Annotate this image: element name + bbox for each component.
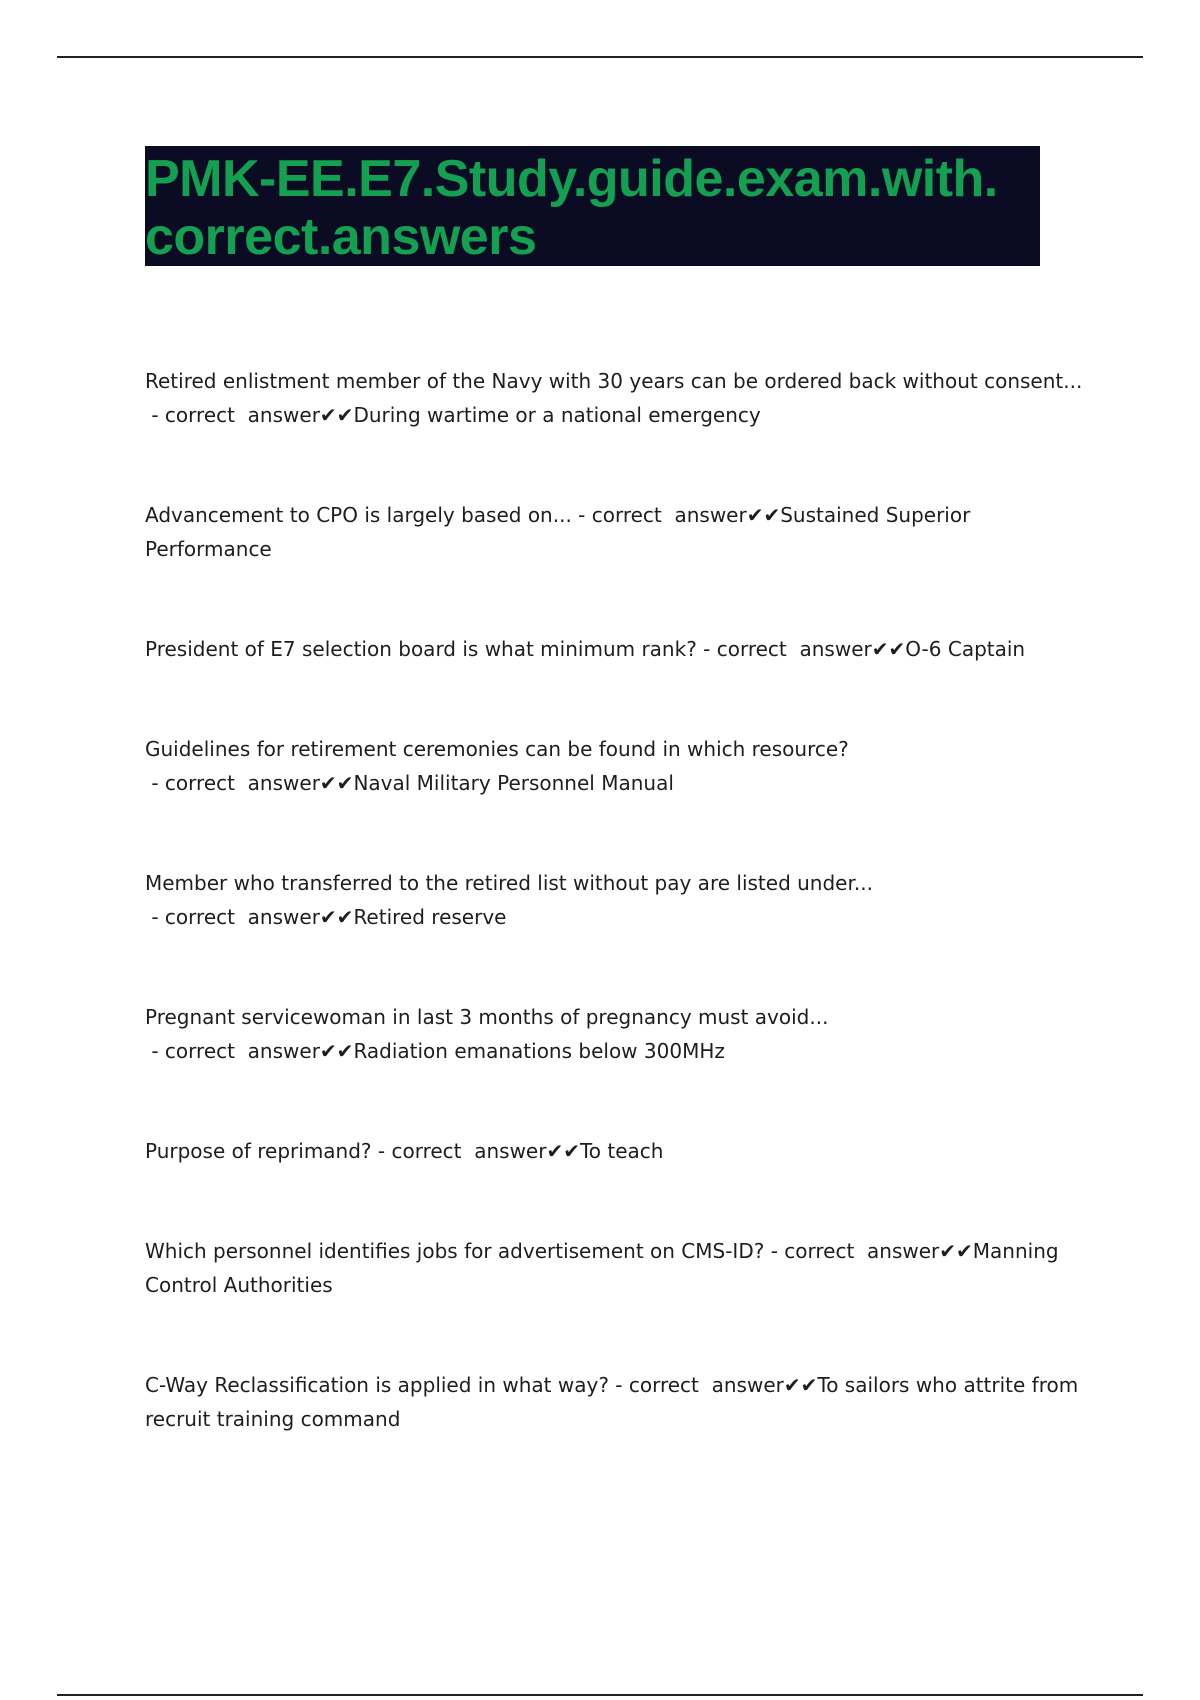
qa-item [145, 1000, 1085, 1068]
question-text: President of E7 selection board is what minimum rank? [145, 637, 697, 661]
answer-separator: - correct answer✔✔ [764, 1239, 973, 1263]
qa-item [145, 1134, 1085, 1168]
answer-separator: - correct answer✔✔ [145, 403, 354, 427]
document-title: PMK-EE.E7.Study.guide.exam.with. correct.answers [145, 150, 998, 266]
answer-separator: - correct answer✔✔ [571, 503, 781, 527]
bottom-rule [57, 1694, 1143, 1696]
question-text: Pregnant servicewoman in last 3 months of pregnancy must avoid... [145, 1005, 829, 1029]
qa-item [145, 732, 1085, 800]
title-banner [145, 146, 1040, 266]
qa-item [145, 1368, 1085, 1436]
qa-item [145, 632, 1085, 666]
answer-text: To teach [579, 1139, 664, 1163]
answer-separator: - correct answer✔✔ [371, 1139, 580, 1163]
question-text: Guidelines for retirement ceremonies can be found in which resource? [145, 737, 849, 761]
question-text: Retired enlistment member of the Navy with 30 years can be ordered back without consent... [145, 369, 1083, 393]
answer-text: Sustained Superior Performance [145, 503, 971, 561]
qa-item [145, 364, 1085, 432]
answer-separator: - correct answer✔✔ [145, 1039, 354, 1063]
answer-text: O-6 Captain [905, 637, 1026, 661]
answer-separator: - correct answer✔✔ [608, 1373, 818, 1397]
qa-item [145, 866, 1085, 934]
answer-text: To sailors who attrite from recruit training command [145, 1373, 1079, 1431]
answer-text: During wartime or a national emergency [353, 403, 761, 427]
answer-separator: - correct answer✔✔ [696, 637, 906, 661]
answer-text: Manning Control Authorities [145, 1239, 1059, 1297]
question-text: Advancement to CPO is largely based on... [145, 503, 572, 527]
answer-separator: - correct answer✔✔ [145, 905, 354, 929]
question-text: Member who transferred to the retired list without pay are listed under... [145, 871, 873, 895]
answer-text: Naval Military Personnel Manual [353, 771, 674, 795]
qa-item [145, 498, 1085, 566]
question-text: C-Way Reclassification is applied in what way? [145, 1373, 609, 1397]
answer-text: Retired reserve [353, 905, 507, 929]
answer-separator: - correct answer✔✔ [145, 771, 354, 795]
top-rule [57, 56, 1143, 58]
question-text: Which personnel identifies jobs for advertisement on CMS-ID? [145, 1239, 765, 1263]
question-text: Purpose of reprimand? [145, 1139, 372, 1163]
qa-item [145, 1234, 1085, 1302]
answer-text: Radiation emanations below 300MHz [353, 1039, 725, 1063]
